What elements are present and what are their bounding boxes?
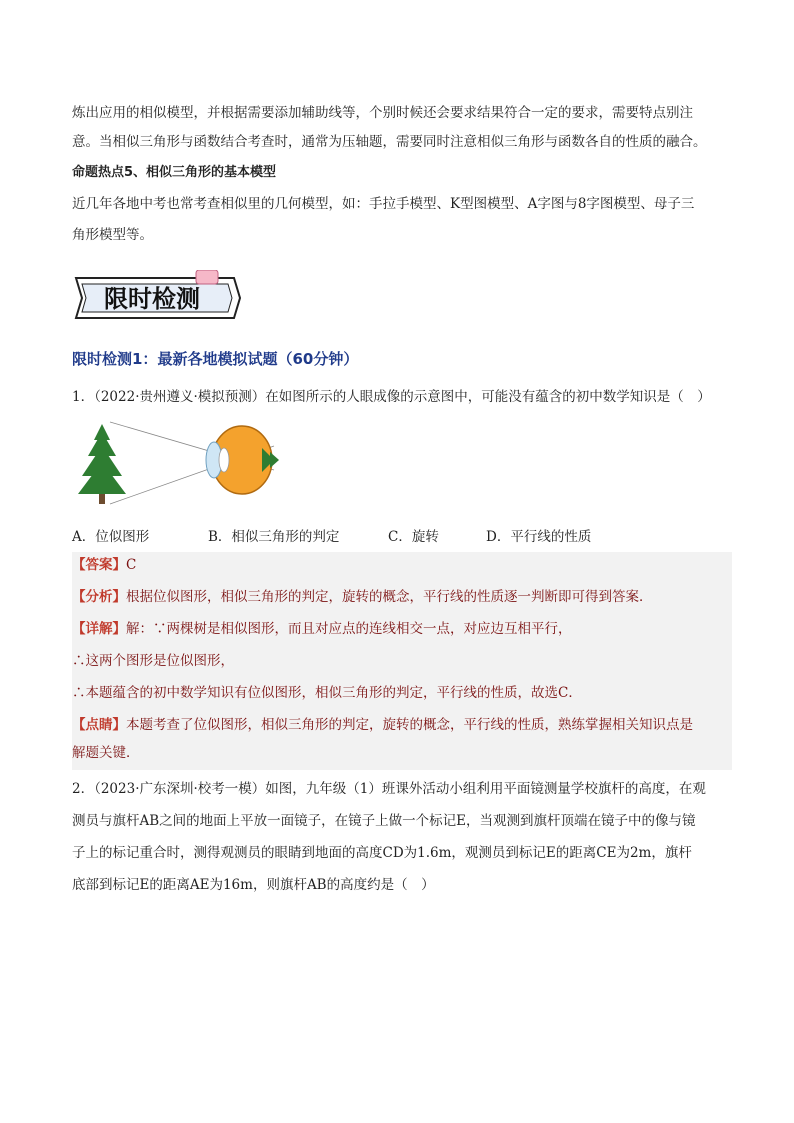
q1-option-c: C．旋转 — [388, 529, 439, 545]
q1-option-a: A．位似图形 — [72, 529, 150, 545]
answer-tag: 【答案】 — [72, 557, 126, 573]
detail-row-2: ∴这两个图形是位似图形， — [72, 653, 234, 669]
detail-text-1: 解：∵两棵树是相似图形，而且对应点的连线相交一点，对应边互相平行， — [126, 621, 572, 637]
section-banner — [74, 270, 244, 324]
q1-answer-block-tail — [72, 742, 732, 770]
q1-answer-block — [72, 552, 732, 742]
comment-row-1 — [72, 714, 732, 736]
q2-line-4: 底部到标记E的距离AE为16m，则旗杆AB的高度约是（ ） — [72, 877, 435, 893]
answer-value: C — [126, 557, 137, 573]
comment-text-1: 本题考查了位似图形，相似三角形的判定，旋转的概念，平行线的性质，熟练掌握相关知识点是 — [126, 717, 693, 733]
q1-stem: 1．（2022·贵州遵义·模拟预测）在如图所示的人眼成像的示意图中，可能没有蕴含的初中数学知识是（ ） — [72, 389, 711, 405]
q1-option-d: D．平行线的性质 — [486, 529, 592, 545]
intro-line-2: 意。当相似三角形与函数结合考查时，通常为压轴题，需要同时注意相似三角形与函数各自的性质的融合。 — [72, 134, 707, 150]
intro-line-4: 角形模型等。 — [72, 227, 153, 243]
comment-row-2: 解题关键． — [72, 745, 140, 761]
eye-imaging-figure — [74, 420, 284, 508]
comment-tag: 【点睛】 — [72, 717, 126, 733]
q2-line-3: 子上的标记重合时，测得观测员的眼睛到地面的高度CD为1.6m，观测员到标记E的距离CE为2m，旗杆 — [72, 845, 692, 861]
intro-line-1: 炼出应用的相似模型，并根据需要添加辅助线等，个别时候还会要求结果符合一定的要求，需要特点别注 — [72, 105, 693, 121]
detail-row-3: ∴本题蕴含的初中数学知识有位似图形，相似三角形的判定，平行线的性质，故选C． — [72, 685, 582, 701]
analysis-text: 根据位似图形，相似三角形的判定，旋转的概念，平行线的性质逐一判断即可得到答案． — [126, 589, 653, 605]
detail-tag: 【详解】 — [72, 621, 126, 637]
analysis-tag: 【分析】 — [72, 589, 126, 605]
q2-line-1: 2．（2023·广东深圳·校考一模）如图，九年级（1）班课外活动小组利用平面镜测量学校旗杆的高度，在观 — [72, 781, 706, 797]
intro-line-3: 近几年各地中考也常考查相似里的几何模型，如：手拉手模型、K型图模型、A字图与8字图模型、母子三 — [72, 196, 695, 212]
detail-row-1 — [72, 618, 732, 640]
q2-line-2: 测员与旗杆AB之间的地面上平放一面镜子，在镜子上做一个标记E，当观测到旗杆顶端在镜子中的像与镜 — [72, 813, 696, 829]
banner-text: 限时检测 — [104, 285, 200, 313]
answer-row — [72, 554, 732, 576]
tree-icon — [78, 424, 126, 504]
analysis-row — [72, 586, 732, 608]
banner-tab-icon — [196, 270, 218, 284]
hotspot-title: 命题热点5、相似三角形的基本模型 — [72, 165, 277, 180]
q1-option-b: B．相似三角形的判定 — [208, 529, 340, 545]
section-title: 限时检测1：最新各地模拟试题（60分钟） — [72, 350, 359, 368]
